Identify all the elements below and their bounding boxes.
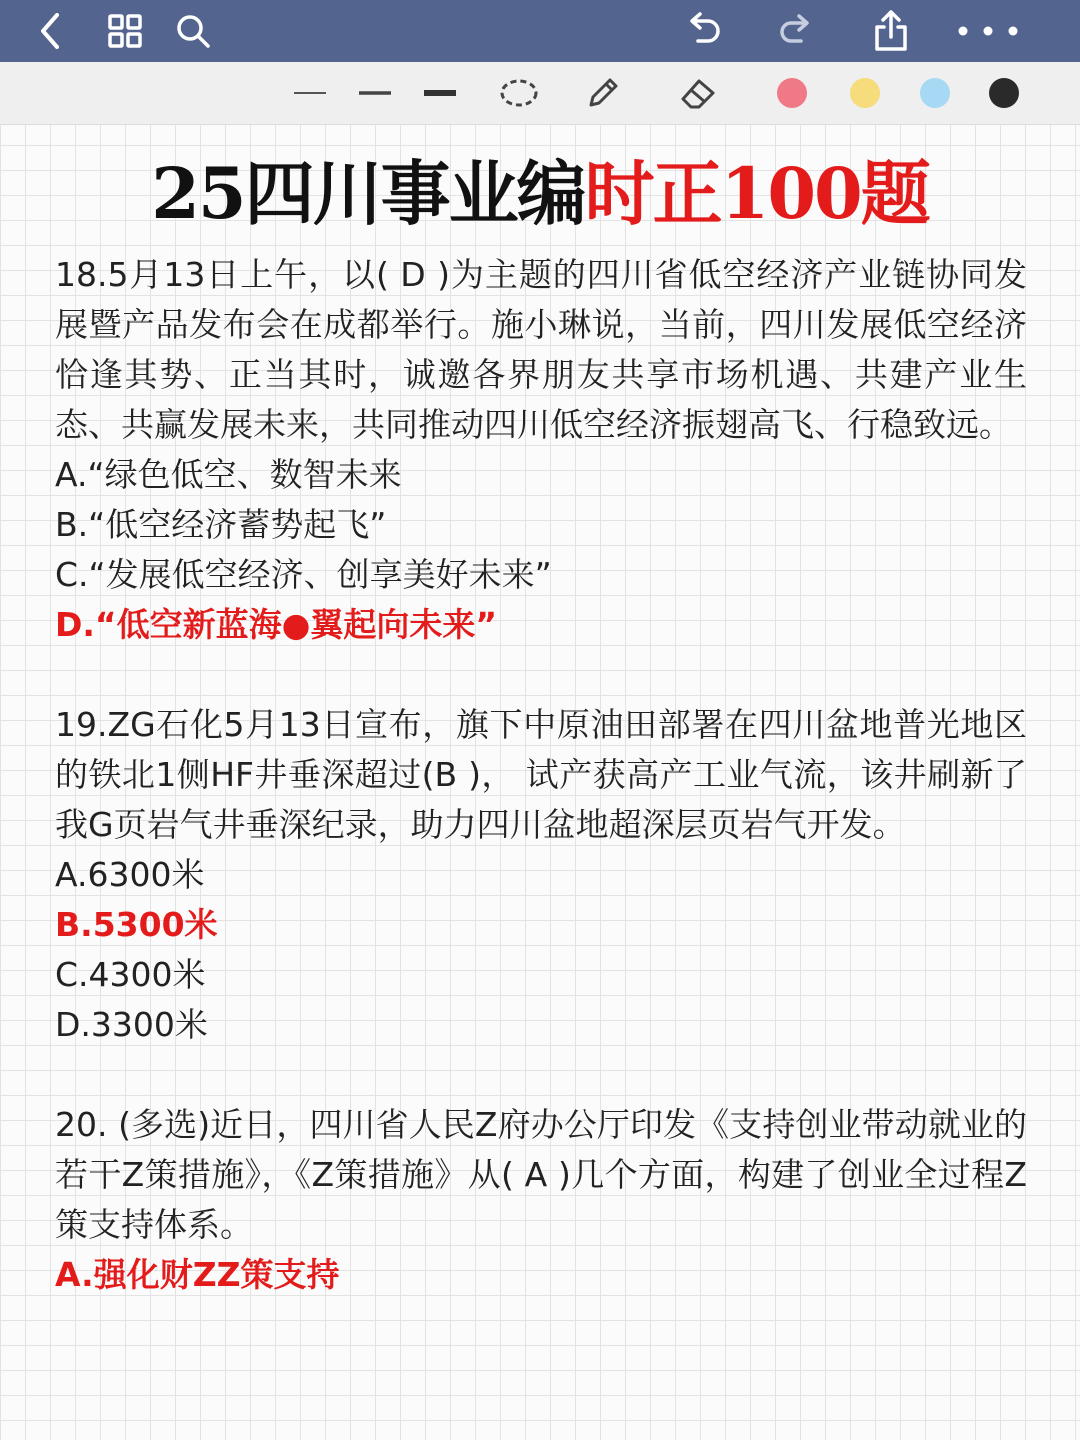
color-yellow-swatch[interactable]	[840, 70, 890, 116]
title-red-part: 时正100题	[584, 152, 929, 235]
question-19-text: 19.ZG石化5月13日宣布，旗下中原油田部署在四川盆地普光地区的铁北1侧HF井垂深超过(B )， 试产获高产工业气流，该井刷新了我G页岩气井垂深纪录，助力四川盆地超深层页岩气开发。	[55, 705, 1027, 844]
search-icon[interactable]	[170, 8, 216, 54]
q18-option-c: C.“发展低空经济、创享美好未来”	[55, 555, 552, 594]
grid-icon[interactable]	[102, 8, 148, 54]
q19-option-d: D.3300米	[55, 1005, 208, 1044]
color-black-swatch[interactable]	[979, 70, 1029, 116]
q18-option-b: B.“低空经济蓄势起飞”	[55, 505, 387, 544]
medium-line-icon[interactable]	[350, 70, 400, 116]
pencil-icon[interactable]	[578, 70, 628, 116]
more-icon[interactable]	[948, 8, 1028, 54]
note-content	[55, 250, 1027, 1300]
q19-option-a: A.6300米	[55, 855, 205, 894]
undo-icon[interactable]	[680, 8, 726, 54]
spacer	[55, 650, 1027, 700]
blue-dot	[920, 78, 950, 108]
spacer	[55, 1050, 1027, 1100]
q19-option-b-answer: B.5300米	[55, 905, 218, 944]
black-dot	[989, 78, 1019, 108]
color-pink-swatch[interactable]	[767, 70, 817, 116]
q18-option-d-answer: D.“低空新蓝海●翼起向未来”	[55, 605, 498, 644]
share-icon[interactable]	[868, 8, 914, 54]
redo-icon[interactable]	[773, 8, 819, 54]
lasso-icon[interactable]	[494, 70, 544, 116]
yellow-dot	[850, 78, 880, 108]
q20-option-a-answer: A.强化财ZZ策支持	[55, 1255, 340, 1294]
page-title	[0, 148, 1080, 240]
q18-option-a: A.“绿色低空、数智未来	[55, 455, 402, 494]
pink-dot	[777, 78, 807, 108]
pen-toolbar	[0, 62, 1080, 125]
color-blue-swatch[interactable]	[910, 70, 960, 116]
q19-option-c: C.4300米	[55, 955, 206, 994]
back-icon[interactable]	[28, 8, 74, 54]
question-18-text: 18.5月13日上午，以( D )为主题的四川省低空经济产业链协同发展暨产品发布会在成都举行。施小琳说，当前，四川发展低空经济恰逢其势、正当其时，诚邀各界朋友共享市场机遇、共建产业生态、共赢发展未来，共同推动四川低空经济振翅高飞、行稳致远。	[55, 255, 1027, 444]
thick-line-icon[interactable]	[415, 70, 465, 116]
question-20-text: 20. (多选)近日，四川省人民Z府办公厅印发《支持创业带动就业的若干Z策措施》，《Z策措施》从( A )几个方面，构建了创业全过程Z策支持体系。	[55, 1105, 1027, 1244]
thin-line-icon[interactable]	[285, 70, 335, 116]
top-nav-bar	[0, 0, 1080, 62]
eraser-icon[interactable]	[673, 70, 723, 116]
title-black-part: 25四川事业编	[151, 152, 585, 235]
